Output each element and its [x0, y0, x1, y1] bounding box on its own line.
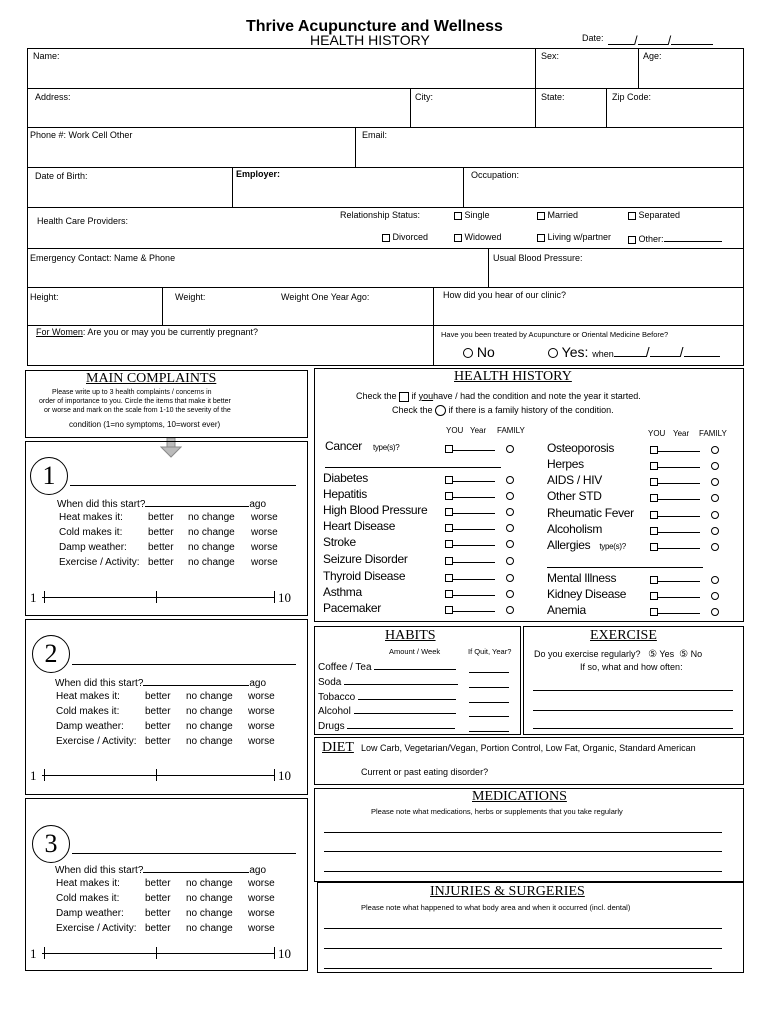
factor-heat-1: Heat makes it: — [59, 512, 123, 523]
medications-note: Please note what medications, herbs or supplements that you take regularly — [371, 807, 623, 816]
factor-damp-3: Damp weather: — [56, 908, 124, 919]
mark-mental-illness[interactable] — [650, 572, 719, 584]
dob-field[interactable]: Date of Birth: — [35, 171, 88, 181]
cond-herpes: Herpes — [547, 457, 584, 471]
cond-heart-disease: Heart Disease — [323, 519, 396, 533]
complaint-number-2: 2 — [32, 635, 70, 673]
date-label: Date: — [582, 33, 604, 43]
cond-kidney-disease: Kidney Disease — [547, 587, 627, 601]
when-started-3[interactable]: When did this start? ago — [55, 865, 267, 876]
clinic-name: Thrive Acupuncture and Wellness — [246, 18, 503, 35]
blood-pressure-field[interactable]: Usual Blood Pressure: — [493, 253, 583, 263]
nochange-1a[interactable]: no change — [188, 512, 235, 523]
cond-pacemaker: Pacemaker — [323, 601, 381, 615]
exercise-question[interactable]: Do you exercise regularly? ⑤ Yes ⑤ No — [534, 649, 703, 660]
mark-rheumatic-fever[interactable] — [650, 507, 719, 519]
mark-high-blood-pressure[interactable] — [445, 504, 514, 516]
nochange-1b[interactable]: no change — [188, 527, 235, 538]
habits-quit-header: If Quit, Year? — [468, 647, 512, 656]
worse-1b[interactable]: worse — [251, 527, 278, 538]
cond-allergies: Allergies type(s)? — [547, 538, 626, 552]
better-1d[interactable]: better — [148, 557, 174, 568]
cond-mental-illness: Mental Illness — [547, 571, 617, 585]
heard-field[interactable]: How did you hear of our clinic? — [443, 290, 567, 300]
better-2a[interactable]: better — [145, 691, 171, 702]
nochange-3a[interactable]: no change — [186, 878, 233, 889]
height-field[interactable]: Height: — [30, 292, 59, 302]
medication-line-2[interactable] — [324, 851, 722, 852]
factor-exercise-1: Exercise / Activity: — [59, 557, 140, 568]
cond-seizure-disorder: Seizure Disorder — [323, 552, 408, 566]
habits-title: HABITS — [385, 628, 436, 643]
worse-3b[interactable]: worse — [248, 893, 275, 904]
rel-other[interactable]: Other: — [628, 232, 722, 244]
worse-2c[interactable]: worse — [248, 721, 275, 732]
city-field[interactable]: City: — [415, 92, 433, 102]
pregnant-question[interactable]: For Women: Are you or may you be currently pregnant? — [36, 327, 258, 337]
factor-damp-1: Damp weather: — [59, 542, 127, 553]
providers-field[interactable]: Health Care Providers: — [37, 216, 129, 226]
emergency-field[interactable]: Emergency Contact: Name & Phone — [30, 253, 176, 263]
cond-hepatitis: Hepatitis — [323, 487, 367, 501]
diet-disorder[interactable]: Current or past eating disorder? — [361, 767, 489, 777]
complaints-instr-1: Please write up to 3 health complaints / concerns in — [52, 389, 212, 396]
col-you-left: YOU — [446, 426, 464, 435]
nochange-3d[interactable]: no change — [186, 923, 233, 934]
relationship-label: Relationship Status: — [340, 210, 421, 220]
when-started-2[interactable]: When did this start? ago — [55, 678, 267, 689]
mark-stroke[interactable] — [445, 536, 514, 548]
complaint-number-1: 1 — [30, 457, 68, 495]
injuries-title: INJURIES & SURGERIES — [430, 884, 585, 899]
rel-married[interactable]: Married — [537, 210, 578, 220]
mark-diabetes[interactable] — [445, 472, 514, 484]
habit-tobacco[interactable]: Tobacco — [318, 690, 456, 703]
mark-hepatitis[interactable] — [445, 488, 514, 500]
mark-herpes[interactable] — [650, 458, 719, 470]
nochange-3b[interactable]: no change — [186, 893, 233, 904]
mark-cancer[interactable] — [445, 441, 514, 453]
better-2d[interactable]: better — [145, 736, 171, 747]
col-family-right: FAMILY — [699, 429, 727, 438]
cond-other-std: Other STD — [547, 489, 602, 503]
worse-2b[interactable]: worse — [248, 706, 275, 717]
zip-field[interactable]: Zip Code: — [612, 92, 652, 102]
col-year-left: Year — [470, 426, 487, 435]
cond-cancer: Cancer type(s)? — [325, 439, 400, 453]
habit-coffee[interactable]: Coffee / Tea — [318, 660, 456, 673]
better-1a[interactable]: better — [148, 512, 174, 523]
rel-widowed[interactable]: Widowed — [454, 232, 502, 242]
cond-osteoporosis: Osteoporosis — [547, 441, 615, 455]
cond-high-blood-pressure: High Blood Pressure — [323, 503, 428, 517]
better-2b[interactable]: better — [145, 706, 171, 717]
col-you-right: YOU — [648, 429, 666, 438]
factor-heat-3: Heat makes it: — [56, 878, 120, 889]
address-field[interactable]: Address: — [35, 92, 71, 102]
factor-exercise-3: Exercise / Activity: — [56, 923, 137, 934]
better-3d[interactable]: better — [145, 923, 171, 934]
injury-line-1[interactable] — [324, 928, 722, 929]
mark-allergies[interactable] — [650, 539, 719, 551]
exercise-followup: If so, what and how often: — [580, 662, 683, 672]
email-field[interactable]: Email: — [362, 130, 388, 140]
factor-cold-2: Cold makes it: — [56, 706, 120, 717]
nochange-2d[interactable]: no change — [186, 736, 233, 747]
rel-divorced[interactable]: Divorced — [382, 232, 428, 242]
nochange-3c[interactable]: no change — [186, 908, 233, 919]
medication-line-3[interactable] — [324, 871, 722, 872]
better-3c[interactable]: better — [145, 908, 171, 919]
cond-rheumatic-fever: Rheumatic Fever — [547, 506, 634, 520]
exercise-title: EXERCISE — [590, 628, 657, 643]
nochange-1c[interactable]: no change — [188, 542, 235, 553]
history-instruction-1: Check the if youhave / had the condition and note the year it started. — [356, 391, 641, 401]
severity-scale-3[interactable]: 1 10 — [30, 946, 291, 961]
complaints-instr-3: or worse and mark on the scale from 1-10 the severity of the — [44, 407, 231, 414]
injuries-note: Please note what happened to what body area and when it occurred (incl. dental) — [361, 903, 631, 912]
date-field[interactable]: / / — [608, 32, 713, 50]
cond-aids-hiv: AIDS / HIV — [547, 473, 603, 487]
better-3b[interactable]: better — [145, 893, 171, 904]
rel-single[interactable]: Single — [454, 210, 490, 220]
complaint-number-3: 3 — [32, 825, 70, 863]
worse-1c[interactable]: worse — [251, 542, 278, 553]
severity-scale-1[interactable]: 1 10 — [30, 590, 291, 605]
medication-line-1[interactable] — [324, 832, 722, 833]
phone-field[interactable]: Phone #: Work Cell Other — [30, 130, 133, 140]
nochange-2b[interactable]: no change — [186, 706, 233, 717]
diet-options[interactable]: Low Carb, Vegetarian/Vegan, Portion Control, Low Fat, Organic, Standard American — [361, 743, 696, 753]
when-started-1[interactable]: When did this start? ago — [57, 499, 267, 510]
col-family-left: FAMILY — [497, 426, 525, 435]
worse-1a[interactable]: worse — [251, 512, 278, 523]
habits-amount-header: Amount / Week — [389, 647, 441, 656]
factor-heat-2: Heat makes it: — [56, 691, 120, 702]
weight-field[interactable]: Weight: — [175, 292, 206, 302]
worse-3c[interactable]: worse — [248, 908, 275, 919]
habit-drugs[interactable]: Drugs — [318, 719, 455, 732]
worse-2a[interactable]: worse — [248, 691, 275, 702]
history-instruction-2: Check the if there is a family history of the condition. — [392, 405, 614, 415]
form-title: HEALTH HISTORY — [310, 32, 430, 48]
medications-title: MEDICATIONS — [472, 789, 567, 804]
treated-no[interactable]: No — [463, 344, 495, 360]
severity-scale-2[interactable]: 1 10 — [30, 768, 291, 783]
weight-year-field[interactable]: Weight One Year Ago: — [281, 292, 370, 302]
name-field[interactable]: Name: — [33, 51, 60, 61]
cond-diabetes: Diabetes — [323, 471, 368, 485]
factor-exercise-2: Exercise / Activity: — [56, 736, 137, 747]
complaints-instr-4: condition (1=no symptoms, 10=worst ever) — [69, 420, 221, 429]
mark-alcoholism[interactable] — [650, 523, 719, 535]
complaints-instr-2: order of importance to you. Circle the items that make it better — [39, 398, 231, 405]
better-2c[interactable]: better — [145, 721, 171, 732]
better-1c[interactable]: better — [148, 542, 174, 553]
better-3a[interactable]: better — [145, 878, 171, 889]
treated-yes[interactable]: Yes: when / / — [548, 344, 720, 360]
nochange-2c[interactable]: no change — [186, 721, 233, 732]
cond-anemia: Anemia — [547, 603, 586, 617]
worse-3a[interactable]: worse — [248, 878, 275, 889]
employer-field[interactable]: Employer: — [236, 169, 281, 179]
occupation-field[interactable]: Occupation: — [471, 170, 520, 180]
sex-field[interactable]: Sex: — [541, 51, 560, 61]
mark-aids-hiv[interactable] — [650, 474, 719, 486]
treated-question: Have you been treated by Acupuncture or Oriental Medicine Before? — [441, 330, 669, 339]
rel-living[interactable]: Living w/partner — [537, 232, 611, 242]
mark-seizure-disorder[interactable] — [445, 553, 514, 565]
worse-2d[interactable]: worse — [248, 736, 275, 747]
mark-thyroid-disease[interactable] — [445, 570, 514, 582]
injury-line-3[interactable] — [324, 968, 712, 969]
state-field[interactable]: State: — [541, 92, 565, 102]
worse-1d[interactable]: worse — [251, 557, 278, 568]
factor-cold-1: Cold makes it: — [59, 527, 123, 538]
mark-anemia[interactable] — [650, 604, 719, 616]
diet-title: DIET — [322, 740, 354, 755]
better-1b[interactable]: better — [148, 527, 174, 538]
col-year-right: Year — [673, 429, 690, 438]
mark-osteoporosis[interactable] — [650, 442, 719, 454]
main-complaints-title: MAIN COMPLAINTS — [86, 371, 217, 386]
mark-kidney-disease[interactable] — [650, 588, 719, 600]
habit-alcohol[interactable]: Alcohol — [318, 704, 456, 717]
factor-damp-2: Damp weather: — [56, 721, 124, 732]
mark-heart-disease[interactable] — [445, 520, 514, 532]
habit-soda[interactable]: Soda — [318, 675, 458, 688]
cond-asthma: Asthma — [323, 585, 362, 599]
cond-thyroid-disease: Thyroid Disease — [323, 569, 406, 583]
mark-other-std[interactable] — [650, 490, 719, 502]
nochange-2a[interactable]: no change — [186, 691, 233, 702]
worse-3d[interactable]: worse — [248, 923, 275, 934]
cond-alcoholism: Alcoholism — [547, 522, 603, 536]
cond-stroke: Stroke — [323, 535, 356, 549]
rel-separated[interactable]: Separated — [628, 210, 680, 220]
mark-asthma[interactable] — [445, 586, 514, 598]
factor-cold-3: Cold makes it: — [56, 893, 120, 904]
injury-line-2[interactable] — [324, 948, 722, 949]
nochange-1d[interactable]: no change — [188, 557, 235, 568]
health-history-title: HEALTH HISTORY — [454, 369, 572, 384]
age-field[interactable]: Age: — [643, 51, 662, 61]
mark-pacemaker[interactable] — [445, 602, 514, 614]
